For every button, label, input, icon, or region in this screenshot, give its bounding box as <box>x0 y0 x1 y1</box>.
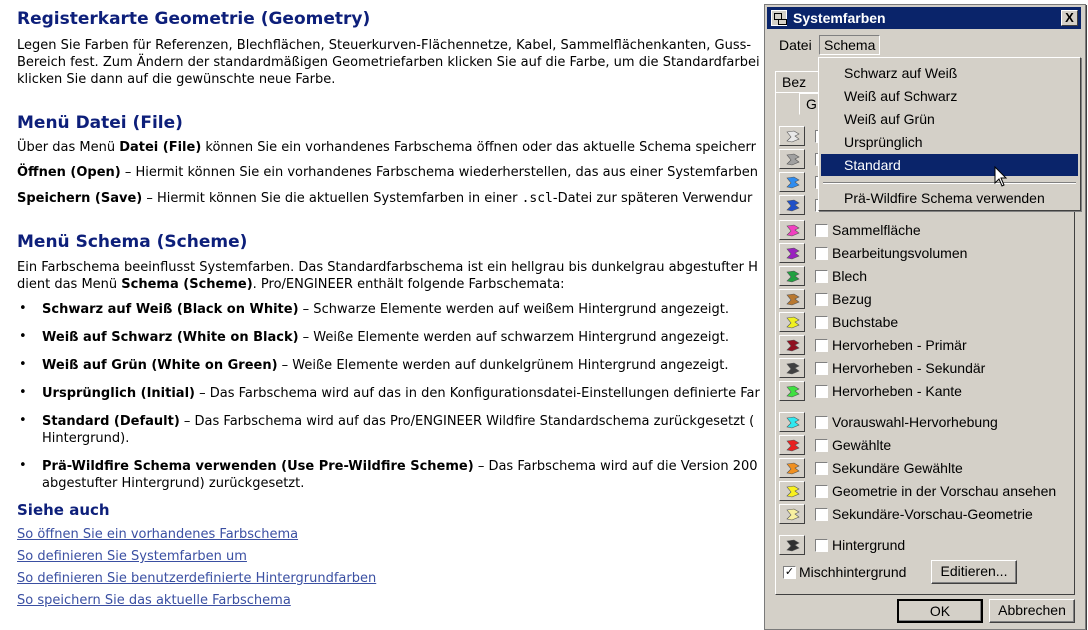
page-title: Registerkarte Geometrie (Geometry) <box>17 9 371 29</box>
bullet-term: Weiß auf Grün (White on Green) <box>42 358 278 373</box>
color-sample-icon <box>785 247 801 260</box>
link-background-colors[interactable]: So definieren Sie benutzerdefinierte Hintergrundfarben <box>17 571 377 586</box>
color-sample-icon <box>785 316 801 329</box>
color-row-label: Blech <box>832 268 868 284</box>
scheme-bullet-item <box>42 458 758 475</box>
color-swatch-button[interactable] <box>779 195 805 215</box>
color-row-checkbox[interactable] <box>815 416 828 429</box>
color-sample-icon <box>785 508 801 521</box>
color-swatch-button[interactable] <box>779 504 805 524</box>
color-row-label: Sammelfläche <box>832 222 921 238</box>
color-swatch-button[interactable] <box>779 458 805 478</box>
color-sample-icon <box>785 224 801 237</box>
color-row <box>779 243 1069 265</box>
bullet-dot-icon: • <box>19 458 27 473</box>
title-bar[interactable] <box>767 7 1081 29</box>
edit-button[interactable]: Editieren... <box>931 560 1017 584</box>
tab-geometry[interactable]: G <box>799 93 859 115</box>
color-swatch-button[interactable] <box>779 412 805 432</box>
bullet-dot-icon: • <box>19 329 27 344</box>
ok-button[interactable]: OK <box>897 599 983 623</box>
color-row-label: Buchstabe <box>832 314 899 330</box>
bullet-text: – Schwarze Elemente werden auf weißem Hintergrund angezeigt. <box>298 302 729 317</box>
color-row-checkbox[interactable] <box>815 485 828 498</box>
file-menu-paragraph: Über das Menü Datei (File) können Sie ein vorhandenes Farbschema öffnen oder das aktuelle Schema speicherr <box>17 140 757 155</box>
color-swatch-button[interactable] <box>779 312 805 332</box>
bullet-dot-icon: • <box>19 413 27 428</box>
color-row-checkbox[interactable] <box>815 508 828 521</box>
menu-bar <box>767 32 1081 56</box>
color-row-checkbox[interactable] <box>815 385 828 398</box>
menu-item-pre-wildfire[interactable]: Prä-Wildfire Schema verwenden <box>844 190 1045 206</box>
bullet-term: Prä-Wildfire Schema verwenden (Use Pre-Wildfire Scheme) <box>42 459 474 474</box>
color-sample-icon <box>785 462 801 475</box>
bullet-term: Schwarz auf Weiß (Black on White) <box>42 302 299 317</box>
mix-background-row <box>779 563 1079 587</box>
menu-item-scheme[interactable]: Weiß auf Schwarz <box>844 88 958 104</box>
color-sample-icon <box>785 539 801 552</box>
color-sample-icon <box>785 416 801 429</box>
color-sample-icon <box>785 339 801 352</box>
scheme-bullet-item <box>42 301 729 318</box>
color-row <box>779 412 1069 434</box>
bullet-text: – Weiße Elemente werden auf schwarzem Hintergrund angezeigt. <box>298 330 729 345</box>
tab-reference[interactable]: Bez <box>775 71 835 93</box>
color-swatch-button[interactable] <box>779 149 805 169</box>
color-row-label: Geometrie in der Vorschau ansehen <box>832 483 1057 499</box>
window-icon <box>771 10 787 26</box>
color-row <box>779 335 1069 357</box>
color-row-checkbox[interactable] <box>815 270 828 283</box>
color-swatch-button[interactable] <box>779 535 805 555</box>
color-row-checkbox[interactable] <box>815 462 828 475</box>
color-swatch-button[interactable] <box>779 266 805 286</box>
intro-line-2: Bereich fest. Zum Ändern der standardmäßigen Geometriefarben klicken Sie auf die Farbe, um die Standardfarbei <box>17 55 760 70</box>
color-sample-icon <box>785 270 801 283</box>
color-row <box>779 481 1069 503</box>
scheme-bullet-item <box>42 357 729 374</box>
scheme-line-1: Ein Farbschema beeinflusst Systemfarben. Das Standardfarbschema ist ein hellgrau bis dunkelgrau abgestufter H <box>17 260 758 275</box>
bullet-text: – Weiße Elemente werden auf dunkelgrünem Hintergrund angezeigt. <box>277 358 729 373</box>
bullet-term: Weiß auf Schwarz (White on Black) <box>42 330 299 345</box>
bullet-dot-icon: • <box>19 301 27 316</box>
open-paragraph: Öffnen (Open) – Hiermit können Sie ein vorhandenes Farbschema wiederherstellen, das aus einer Systemfarben <box>17 165 758 180</box>
color-row <box>779 312 1069 334</box>
color-row <box>779 458 1069 480</box>
menu-separator <box>823 182 1076 184</box>
color-row-label: Sekundäre-Vorschau-Geometrie <box>832 506 1033 522</box>
color-swatch-button[interactable] <box>779 220 805 240</box>
color-swatch-button[interactable] <box>779 481 805 501</box>
color-row-label: Hintergrund <box>832 537 906 553</box>
menu-item-scheme[interactable]: Schwarz auf Weiß <box>844 65 958 81</box>
mix-background-checkbox[interactable]: ✓ <box>784 566 795 578</box>
color-row-label: Sekundäre Gewählte <box>832 460 963 476</box>
color-row <box>779 358 1069 380</box>
color-swatch-button[interactable] <box>779 435 805 455</box>
color-row-checkbox[interactable] <box>815 316 828 329</box>
color-row-label: Hervorheben - Kante <box>832 383 962 399</box>
menu-scheme[interactable]: Schema <box>819 35 880 55</box>
bullet-text: – Das Farbschema wird auf das in den Konfigurationsdatei-Einstellungen definierte Far <box>194 386 760 401</box>
color-swatch-button[interactable] <box>779 243 805 263</box>
bullet-text: – Das Farbschema wird auf das Pro/ENGINEER Wildfire Standardschema zurückgesetzt ( <box>179 414 755 429</box>
color-row <box>779 435 1069 457</box>
scheme-bullet-item <box>42 329 729 346</box>
color-sample-icon <box>785 293 801 306</box>
scheme-bullet-item <box>42 385 760 402</box>
save-paragraph: Speichern (Save) – Hiermit können Sie die aktuellen Systemfarben in einer .scl-Datei zur späteren Verwendur <box>17 191 753 206</box>
menu-file[interactable]: Datei <box>779 37 812 53</box>
scheme-dropdown-menu <box>818 57 1081 211</box>
intro-line-1: Legen Sie Farben für Referenzen, Blechflächen, Steuerkurven-Flächennetze, Kabel, Sammelflächenkanten, Guss- <box>17 38 752 53</box>
color-row <box>779 289 1069 311</box>
color-row-label: Gewählte <box>832 437 892 453</box>
intro-line-3: klicken Sie dann auf die gewünschte neue Farbe. <box>17 72 336 87</box>
mix-background-label: Mischhintergrund <box>799 564 907 580</box>
scheme-bullet-item <box>42 413 754 430</box>
cancel-button[interactable]: Abbrechen <box>989 599 1075 623</box>
color-row-checkbox[interactable] <box>815 247 828 260</box>
color-swatch-button[interactable] <box>779 358 805 378</box>
color-sample-icon <box>785 199 801 212</box>
color-row <box>779 535 1069 557</box>
color-row-checkbox[interactable] <box>815 439 828 452</box>
color-row <box>779 220 1069 242</box>
color-row-label: Hervorheben - Primär <box>832 337 967 353</box>
scheme-line-2: dient das Menü Schema (Scheme). Pro/ENGINEER enthält folgende Farbschemata: <box>17 277 565 292</box>
color-sample-icon <box>785 385 801 398</box>
color-row <box>779 266 1069 288</box>
bullet-text-continued: abgestufter Hintergrund) zurückgesetzt. <box>42 476 305 491</box>
color-row-checkbox[interactable] <box>815 339 828 352</box>
bullet-dot-icon: • <box>19 385 27 400</box>
link-save-scheme[interactable]: So speichern Sie das aktuelle Farbschema <box>17 593 291 608</box>
color-row-label: Bearbeitungsvolumen <box>832 245 968 261</box>
color-sample-icon <box>785 153 801 166</box>
mouse-cursor-icon <box>994 166 1008 188</box>
link-open-scheme[interactable]: So öffnen Sie ein vorhandenes Farbschema <box>17 527 299 542</box>
color-row <box>779 381 1069 403</box>
color-sample-icon <box>785 176 801 189</box>
link-redefine-colors[interactable]: So definieren Sie Systemfarben um <box>17 549 247 564</box>
menu-item-scheme[interactable]: Weiß auf Grün <box>844 111 935 127</box>
dialog-title: Systemfarben <box>793 10 886 26</box>
color-sample-icon <box>785 130 801 143</box>
bullet-term: Ursprünglich (Initial) <box>42 386 195 401</box>
color-row-label: Hervorheben - Sekundär <box>832 360 986 376</box>
close-button[interactable]: X <box>1061 10 1078 26</box>
bullet-text: – Das Farbschema wird auf die Version 200 <box>473 459 758 474</box>
see-also-heading: Siehe auch <box>17 501 110 519</box>
color-sample-icon <box>785 362 801 375</box>
color-row-label: Bezug <box>832 291 872 307</box>
color-row-checkbox[interactable] <box>815 539 828 552</box>
bullet-term: Standard (Default) <box>42 414 180 429</box>
menu-item-scheme[interactable]: Ursprünglich <box>844 134 923 150</box>
color-row-checkbox[interactable] <box>815 362 828 375</box>
bullet-dot-icon: • <box>19 357 27 372</box>
color-swatch-button[interactable] <box>779 126 805 146</box>
color-row-checkbox[interactable] <box>815 224 828 237</box>
color-row-checkbox[interactable] <box>815 293 828 306</box>
color-swatch-button[interactable] <box>779 381 805 401</box>
color-swatch-button[interactable] <box>779 289 805 309</box>
color-row-label: Vorauswahl-Hervorhebung <box>832 414 998 430</box>
color-sample-icon <box>785 485 801 498</box>
color-sample-icon <box>785 439 801 452</box>
menu-item-scheme[interactable]: Standard <box>821 154 1078 176</box>
color-swatch-button[interactable] <box>779 172 805 192</box>
color-swatch-button[interactable] <box>779 335 805 355</box>
scheme-menu-heading: Menü Schema (Scheme) <box>17 232 248 252</box>
color-row <box>779 504 1069 526</box>
bullet-text-continued: Hintergrund). <box>42 431 130 446</box>
file-menu-heading: Menü Datei (File) <box>17 113 183 133</box>
